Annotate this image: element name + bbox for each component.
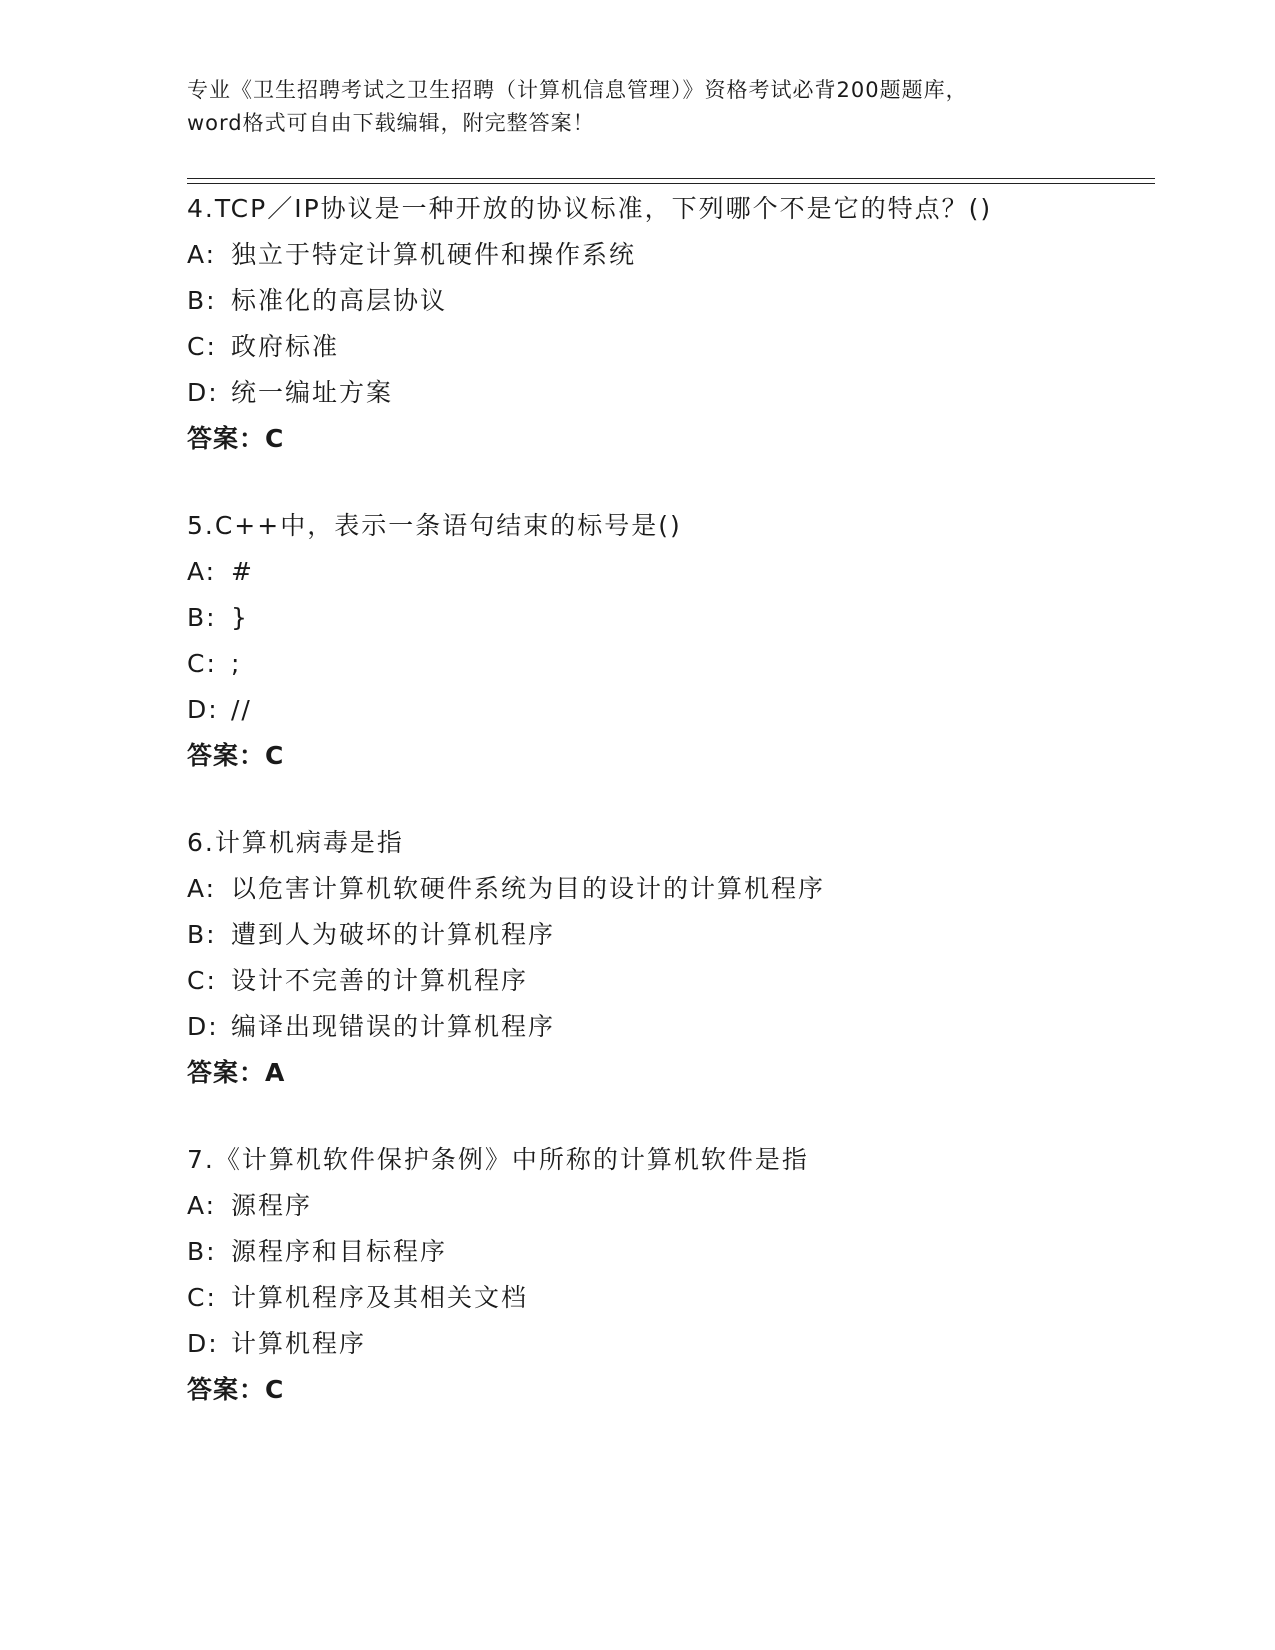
- answer-line: 答案：A: [187, 1058, 286, 1087]
- option-letter: A:: [187, 1191, 217, 1220]
- option-letter: D:: [187, 695, 219, 724]
- option-text: 计算机程序及其相关文档: [231, 1283, 529, 1312]
- option-letter: B:: [187, 1237, 217, 1266]
- option-text: 源程序和目标程序: [231, 1237, 448, 1266]
- option-d: [187, 1004, 1147, 1050]
- option-c: [187, 958, 1147, 1004]
- option-a: [187, 232, 1147, 278]
- option-c: [187, 1275, 1147, 1321]
- option-letter: C:: [187, 649, 217, 678]
- option-c: [187, 324, 1147, 370]
- option-a: [187, 549, 1147, 595]
- header-divider-bottom: [187, 183, 1155, 184]
- option-text: 遭到人为破坏的计算机程序: [231, 920, 556, 949]
- header-line-1: 专业《卫生招聘考试之卫生招聘（计算机信息管理）》资格考试必背200题题库，: [187, 78, 968, 102]
- question-title: 7.《计算机软件保护条例》中所称的计算机软件是指: [187, 1145, 809, 1174]
- option-text: 设计不完善的计算机程序: [231, 966, 529, 995]
- option-text: ;: [231, 649, 242, 678]
- option-letter: D:: [187, 1329, 219, 1358]
- option-d: [187, 370, 1147, 416]
- option-text: #: [231, 557, 254, 586]
- header-divider-top: [187, 178, 1155, 179]
- option-letter: A:: [187, 240, 217, 269]
- question-title: 5.C++中，表示一条语句结束的标号是(): [187, 511, 682, 540]
- option-letter: D:: [187, 1012, 219, 1041]
- option-letter: B:: [187, 286, 217, 315]
- option-letter: C:: [187, 332, 217, 361]
- option-a: [187, 1183, 1147, 1229]
- option-text: 标准化的高层协议: [231, 286, 448, 315]
- option-d: [187, 1321, 1147, 1367]
- document-header: [187, 74, 1087, 140]
- option-text: 计算机程序: [231, 1329, 367, 1358]
- option-text: 以危害计算机软硬件系统为目的设计的计算机程序: [231, 874, 826, 903]
- answer-line: 答案：C: [187, 1375, 285, 1404]
- option-letter: C:: [187, 966, 217, 995]
- option-letter: A:: [187, 874, 217, 903]
- option-b: [187, 912, 1147, 958]
- option-text: //: [231, 695, 252, 724]
- option-b: [187, 1229, 1147, 1275]
- option-b: [187, 595, 1147, 641]
- question-block: [187, 503, 1147, 779]
- option-text: 独立于特定计算机硬件和操作系统: [231, 240, 637, 269]
- option-text: 统一编址方案: [231, 378, 394, 407]
- question-block: [187, 1137, 1147, 1413]
- option-letter: C:: [187, 1283, 217, 1312]
- option-letter: B:: [187, 920, 217, 949]
- option-c: [187, 641, 1147, 687]
- option-b: [187, 278, 1147, 324]
- option-letter: B:: [187, 603, 217, 632]
- question-title: 6.计算机病毒是指: [187, 828, 404, 857]
- option-letter: A:: [187, 557, 217, 586]
- option-letter: D:: [187, 378, 219, 407]
- option-text: 源程序: [231, 1191, 313, 1220]
- option-a: [187, 866, 1147, 912]
- option-text: }: [231, 603, 249, 632]
- option-text: 编译出现错误的计算机程序: [231, 1012, 556, 1041]
- option-d: [187, 687, 1147, 733]
- question-title: 4.TCP／IP协议是一种开放的协议标准，下列哪个不是它的特点？(): [187, 194, 993, 223]
- question-block: [187, 186, 1147, 462]
- question-block: [187, 820, 1147, 1096]
- answer-line: 答案：C: [187, 741, 285, 770]
- answer-line: 答案：C: [187, 424, 285, 453]
- header-line-2: word格式可自由下载编辑，附完整答案！: [187, 111, 595, 135]
- option-text: 政府标准: [231, 332, 340, 361]
